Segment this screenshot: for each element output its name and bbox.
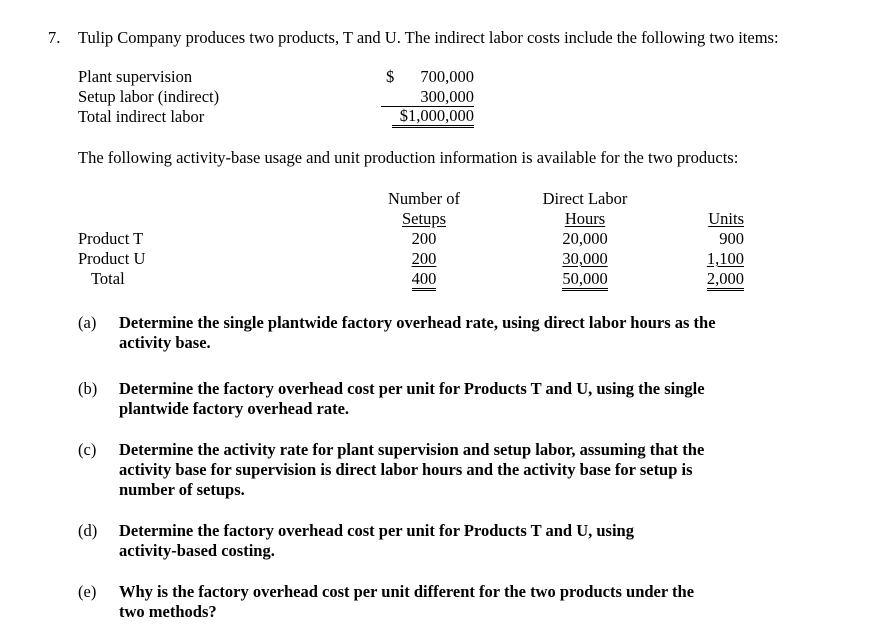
problem-intro: Tulip Company produces two products, T and U. The indirect labor costs include the following two items:	[78, 28, 779, 47]
header-units: Units	[708, 209, 744, 228]
header-setups-line1: Number of	[388, 189, 460, 208]
header-setups-line2: Setups	[401, 209, 446, 228]
units-total: 2,000	[707, 270, 744, 291]
question-letter: (b)	[78, 379, 98, 398]
question-text: Determine the activity rate for plant supervision and setup labor, assuming that the activity base for supervision is direct labor hours and the activity base for setup is number of setups.	[119, 440, 705, 499]
setups-value: 200	[411, 229, 437, 248]
question-text: Determine the single plantwide factory overhead rate, using direct labor hours as the activity base.	[119, 313, 716, 352]
units-value: 1,100	[706, 249, 744, 268]
units-value: 900	[719, 229, 744, 248]
row-label-product-u: Product U	[78, 249, 146, 268]
amount: 700,000	[420, 67, 474, 86]
dlh-total: 50,000	[562, 270, 607, 291]
total-amount: $1,000,000	[392, 107, 474, 128]
problem-number: 7.	[48, 28, 61, 47]
question-letter: (d)	[78, 521, 98, 540]
question-letter: (c)	[78, 440, 97, 459]
row-label: Plant supervision	[78, 67, 193, 86]
currency-symbol: $	[386, 67, 395, 86]
question-text: Why is the factory overhead cost per unit different for the two products under the two methods?	[119, 582, 695, 621]
dlh-value: 30,000	[562, 249, 608, 268]
question-letter: (a)	[78, 313, 97, 332]
activity-intro: The following activity-base usage and unit production information is available for the two products:	[78, 148, 739, 167]
question-letter: (e)	[78, 582, 97, 601]
question-text: Determine the factory overhead cost per unit for Products T and U, using the single plantwide factory overhead rate.	[119, 379, 705, 418]
row-label: Total indirect labor	[78, 107, 205, 126]
question-text: Determine the factory overhead cost per unit for Products T and U, using activity-based costing.	[119, 521, 634, 560]
header-dlh-line1: Direct Labor	[542, 189, 628, 208]
setups-total: 400	[412, 270, 437, 291]
row-label: Setup labor (indirect)	[78, 87, 220, 106]
amount: 300,000	[420, 87, 474, 106]
row-label-product-t: Product T	[78, 229, 144, 248]
dlh-value: 20,000	[562, 229, 608, 248]
header-dlh-line2: Hours	[564, 209, 606, 228]
row-label-total: Total	[91, 269, 125, 288]
setups-value: 200	[411, 249, 437, 268]
